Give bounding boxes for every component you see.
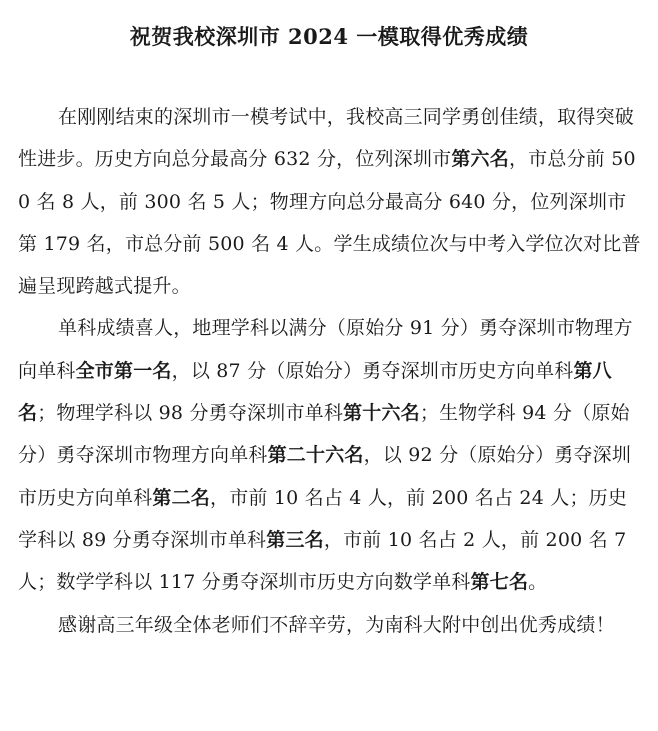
text-segment: ，以 92 分（原始分）勇夺深圳市历史方向单科 xyxy=(18,444,632,509)
highlight-rank: 第十六名 xyxy=(343,402,420,425)
paragraph-1 xyxy=(18,96,642,307)
text-segment: ，以 87 分（原始分）勇夺深圳市历史方向单科 xyxy=(171,359,574,382)
paragraph-2 xyxy=(18,307,642,603)
document-title: 祝贺我校深圳市 2024 一模取得优秀成绩 xyxy=(129,24,529,50)
text-segment: 在刚刚结束的深圳市一模考试中，我校高三同学勇创佳绩，取得突破性进步。历史方向总分最高分 632 分，位列深圳市 xyxy=(18,106,635,171)
text-segment: 单科成绩喜人，地理学科以满分（原始分 91 分）勇夺深圳市物理方向单科 xyxy=(18,317,633,382)
text-segment: ；生物学科 94 分（原始分）勇夺深圳市物理方向单科 xyxy=(18,402,630,467)
text-segment: 感谢高三年级全体老师们不辞辛劳，为南科大附中创出优秀成绩！ xyxy=(58,613,615,636)
text-segment: ；物理学科以 98 分勇夺深圳市单科 xyxy=(37,402,344,425)
highlight-rank: 全市第一名 xyxy=(75,359,172,382)
highlight-rank: 第六名 xyxy=(451,148,509,171)
highlight-rank: 第二名 xyxy=(152,486,211,509)
highlight-rank: 第七名 xyxy=(470,571,529,594)
document-body xyxy=(18,96,642,646)
highlight-rank: 第八名 xyxy=(18,359,612,425)
text-segment: ，市总分前 500 名 8 人，前 300 名 5 人；物理方向总分最高分 640 分，位列深圳市第 179 名，市总分前 500 名 4 人。学生成绩位次与中考入学位次对比普遍呈现跨越式提升。 xyxy=(18,148,641,298)
highlight-rank: 第三名 xyxy=(266,528,324,551)
text-segment: 。 xyxy=(528,571,548,594)
text-segment: ，市前 10 名占 2 人，前 200 名 7 人；数学学科以 117 分勇夺深圳市历史方向数学单科 xyxy=(18,528,627,594)
text-segment: ，市前 10 名占 4 人，前 200 名占 24 人；历史学科以 89 分勇夺深圳市单科 xyxy=(18,486,628,551)
highlight-rank: 第二十六名 xyxy=(267,444,364,467)
paragraph-3 xyxy=(18,604,642,646)
